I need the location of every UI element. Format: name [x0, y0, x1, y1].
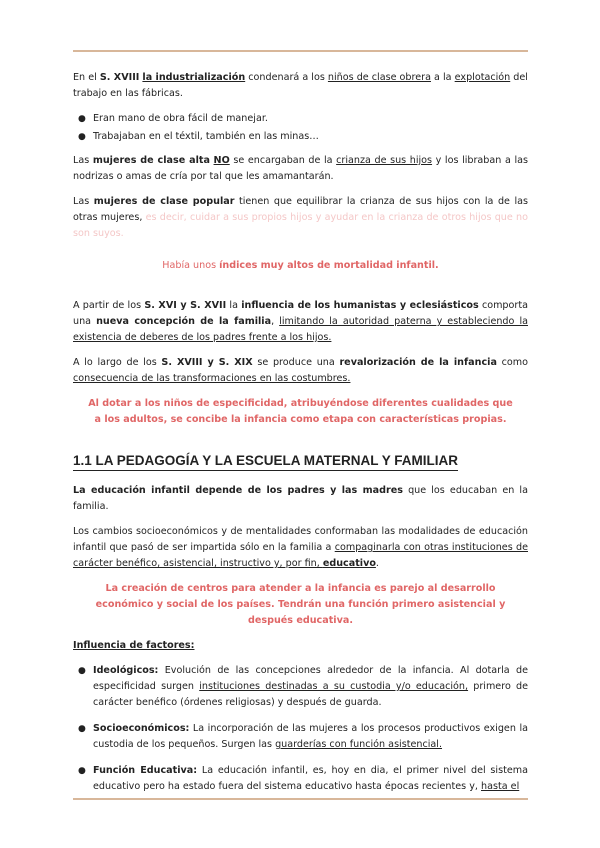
bullet-dot-icon: ●	[78, 724, 86, 734]
factors-list	[73, 663, 528, 795]
paragraph-cambios-socioeconomicos: Los cambios socioeconómicos y de mentalidades conformaban las modalidades de educación infantil que pasó de ser impartida sólo en la familia a compaginarla con otras instituciones de carácter benéfico, asistencial, instructivo y, por fin, educativo.	[73, 526, 528, 569]
factor-ideologicos: ● Ideológicos: Evolución de las concepciones alrededor de la infancia. Al dotarla de especificidad surgen instituciones destinadas a su custodia y/o educación, primero de carácter benéfico (órdenes religiosas) y después de guarda.	[78, 665, 528, 708]
bottom-divider	[73, 798, 528, 800]
section-heading: 1.1 LA PEDAGOGÍA Y LA ESCUELA MATERNAL Y FAMILIAR	[73, 452, 458, 471]
paragraph-revalorizacion: A lo largo de los S. XVIII y S. XIX se produce una revalorización de la infancia como consecuencia de las transformaciones en las costumbres.	[73, 357, 528, 384]
paragraph-educacion-familia: La educación infantil depende de los padres y las madres que los educaban en la familia.	[73, 485, 528, 512]
bullet-list-child-labor	[73, 111, 528, 145]
section-heading-wrapper	[73, 452, 528, 471]
highlight-note-mortalidad: Había unos índices muy altos de mortalidad infantil.	[162, 260, 439, 271]
highlight-note-creacion-centros: La creación de centros para atender a la infancia es parejo al desarrollo económico y social de los países. Tendrán una función primero asistencial y después educativa.	[95, 583, 506, 626]
factor-socioeconomicos: ● Socioeconómicos: La incorporación de las mujeres a los procesos productivos exigen la custodia de los pequeños. Surgen las guarderías con función asistencial.	[78, 723, 528, 750]
paragraph-industrializacion: En el S. XVIII la industrialización condenará a los niños de clase obrera a la explotación del trabajo en las fábricas.	[73, 72, 528, 99]
bullet-dot-icon: ●	[78, 132, 86, 142]
paragraph-mujeres-clase-popular: Las mujeres de clase popular tienen que equilibrar la crianza de sus hijos con la de las otras mujeres, es decir, cuidar a sus propios hijos y ayudar en la crianza de otros hijos que no son suyos.	[73, 196, 528, 239]
bullet-dot-icon: ●	[78, 766, 86, 776]
bullet-dot-icon: ●	[78, 114, 86, 124]
factor-funcion-educativa: ● Función Educativa: La educación infantil, es, hoy en dia, el primer nivel del sistema educativo pero ha estado fuera del sistema educativo hasta épocas recientes y, hasta el	[78, 765, 528, 792]
bullet-dot-icon: ●	[78, 666, 86, 676]
paragraph-mujeres-clase-alta: Las mujeres de clase alta NO se encargaban de la crianza de sus hijos y los libraban a las nodrizas o amas de cría por tal que les amamantarán.	[73, 155, 528, 182]
paragraph-humanistas: A partir de los S. XVI y S. XVII la influencia de los humanistas y eclesiásticos comporta una nueva concepción de la familia, limitando la autoridad paterna y estableciendo la existencia de deberes de los padres frente a los hijos.	[73, 300, 528, 343]
document-body	[73, 70, 528, 795]
highlight-note-especificidad: Al dotar a los niños de especificidad, atribuyéndose diferentes cualidades que a los adultos, se concibe la infancia como etapa con características propias.	[88, 398, 513, 425]
factors-title: Influencia de factores:	[73, 640, 195, 651]
list-item: ● Trabajaban en el téxtil, también en las minas…	[73, 129, 528, 145]
list-item: ● Eran mano de obra fácil de manejar.	[73, 111, 528, 127]
top-divider	[73, 50, 528, 52]
